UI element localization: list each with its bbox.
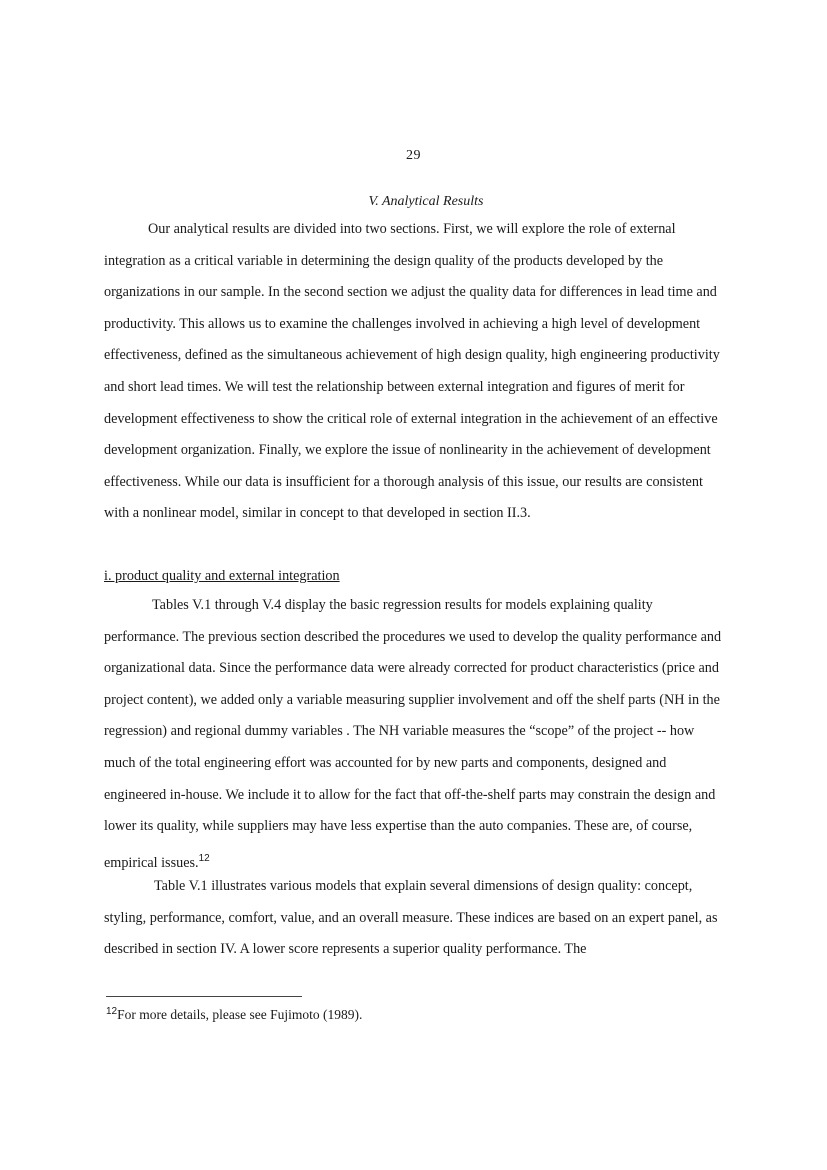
paragraph-table: Table V.1 illustrates various models that explain several dimensions of design quality: concept, styling, performance, comfort, value, and an overall measure. These indices are based on an expert panel, as described in section IV. A lower score represents a superior quality performance. The xyxy=(104,878,718,958)
footnote-reference: 12 xyxy=(198,852,210,864)
footnote-divider xyxy=(106,996,302,997)
paragraph-regression xyxy=(104,590,724,879)
footnote-number: 12 xyxy=(106,1006,118,1017)
paragraph-regression-text: Tables V.1 through V.4 display the basic regression results for models explaining quality performance. The previous section described the procedures we used to develop the quality performance and organizational data. Since the performance data were already corrected for product characteristics (price and project content), we added only a variable measuring supplier involvement and off the shelf parts (NH in the regression) and regional dummy variables . The NH variable measures the “scope” of the project -- how much of the total engineering effort was accounted for by new parts and components, designed and engineered in-house. We include it to allow for the fact that off-the-shelf parts may constrain the design and lower its quality, while suppliers may have less expertise than the auto companies. These are, of course, empirical issues. xyxy=(104,597,722,871)
page-number: 29 xyxy=(406,148,421,163)
section-title: V. Analytical Results xyxy=(368,194,484,209)
paragraph-intro: Our analytical results are divided into two sections. First, we will explore the role of external integration as a critical variable in determining the design quality of the products developed by the organizations in our sample. In the second section we adjust the quality data for differences in lead time and productivity. This allows us to examine the challenges involved in achieving a high level of development effectiveness, defined as the simultaneous achievement of high design quality, high engineering productivity and short lead times. We will test the relationship between external integration and figures of merit for development effectiveness to show the critical role of external integration in the achievement of an effective development organization. Finally, we explore the issue of nonlinearity in the achievement of development effectiveness. While our data is insufficient for a thorough analysis of this issue, our results are consistent with a nonlinear model, similar in concept to that developed in section II.3. xyxy=(104,221,720,522)
footnote-text: For more details, please see Fujimoto (1989). xyxy=(117,1007,363,1022)
footnote xyxy=(106,1006,362,1023)
subheading: i. product quality and external integration xyxy=(104,568,340,584)
